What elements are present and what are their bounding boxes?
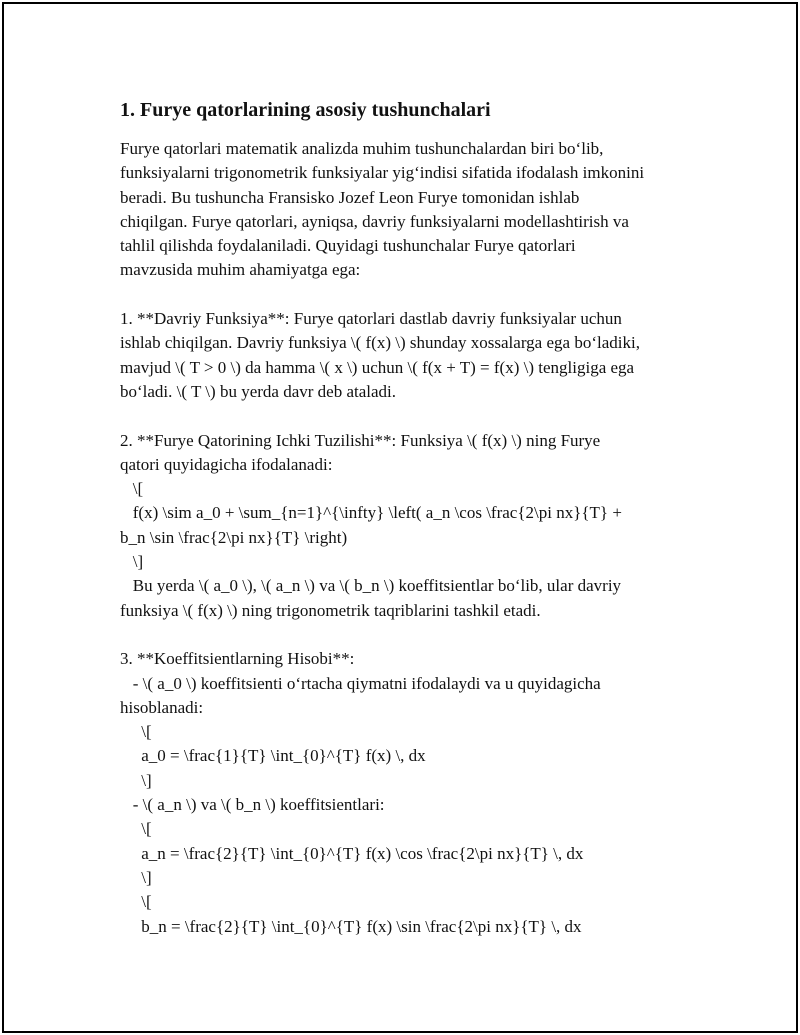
item2-line: qatori quyidagicha ifodalanadi: — [120, 454, 333, 474]
item3-line: 3. **Koeffitsientlarning Hisobi**: — [120, 649, 355, 669]
intro-line: mavzusida muhim ahamiyatga ega: — [120, 260, 361, 280]
item3-line: hisoblanadi: — [120, 697, 204, 717]
item3-line: b_n = \frac{2}{T} \int_{0}^{T} f(x) \sin \frac{2\pi nx}{T} \, dx — [120, 916, 582, 936]
item-periodic-function — [120, 307, 700, 404]
item2-line: \] — [120, 552, 144, 572]
item3-line: \] — [120, 867, 152, 887]
paragraph-gap — [120, 283, 700, 307]
item2-line: 2. **Furye Qatorining Ichki Tuzilishi**: Funksiya \( f(x) \) ning Furye — [120, 430, 601, 450]
item3-line: \] — [120, 770, 152, 790]
intro-line: Furye qatorlari matematik analizda muhim tushunchalardan biri bo‘lib, — [120, 139, 604, 158]
item3-line: a_0 = \frac{1}{T} \int_{0}^{T} f(x) \, dx — [120, 746, 426, 766]
section-heading: 1. Furye qatorlarining asosiy tushunchalari — [120, 99, 491, 121]
intro-line: funksiyalarni trigonometrik funksiyalar yig‘indisi sifatida ifodalash imkonini — [120, 163, 645, 183]
item-series-structure — [120, 429, 700, 623]
paragraph-gap — [120, 404, 700, 428]
item1-line: 1. **Davriy Funksiya**: Furye qatorlari dastlab davriy funksiyalar uchun — [120, 309, 622, 329]
item3-line: - \( a_n \) va \( b_n \) koeffitsientlari: — [120, 795, 385, 815]
item-coefficients — [120, 647, 700, 939]
page-frame — [2, 2, 798, 1033]
item3-line: \[ — [120, 722, 152, 742]
item2-line: b_n \sin \frac{2\pi nx}{T} \right) — [120, 527, 348, 547]
item3-line: \[ — [120, 819, 152, 839]
paragraph-gap — [120, 623, 700, 647]
item1-line: bo‘ladi. \( T \) bu yerda davr deb ataladi. — [120, 381, 397, 401]
item3-line: \[ — [120, 892, 152, 912]
item3-line: a_n = \frac{2}{T} \int_{0}^{T} f(x) \cos \frac{2\pi nx}{T} \, dx — [120, 843, 584, 863]
intro-paragraph — [120, 137, 700, 283]
item1-line: mavjud \( T > 0 \) da hamma \( x \) uchun \( f(x + T) = f(x) \) tengligiga ega — [120, 357, 635, 377]
intro-line: beradi. Bu tushuncha Fransisko Jozef Leon Furye tomonidan ishlab — [120, 187, 580, 207]
intro-line: tahlil qilishda foydalaniladi. Quyidagi tushunchalar Furye qatorlari — [120, 236, 576, 256]
item2-line: \[ — [120, 479, 144, 499]
item1-line: ishlab chiqilgan. Davriy funksiya \( f(x) \) shunday xossalarga ega bo‘ladiki, — [120, 333, 640, 353]
intro-line: chiqilgan. Furye qatorlari, ayniqsa, davriy funksiyalarni modellashtirish va — [120, 211, 629, 231]
item2-line: Bu yerda \( a_0 \), \( a_n \) va \( b_n \) koeffitsientlar bo‘lib, ular davriy — [120, 576, 622, 596]
item2-line: f(x) \sim a_0 + \sum_{n=1}^{\infty} \left( a_n \cos \frac{2\pi nx}{T} + — [120, 503, 622, 523]
item2-line: funksiya \( f(x) \) ning trigonometrik taqriblarini tashkil etadi. — [120, 600, 541, 620]
document-body — [120, 97, 700, 939]
item3-line: - \( a_0 \) koeffitsienti o‘rtacha qiymatni ifodalaydi va u quyidagicha — [120, 673, 601, 693]
